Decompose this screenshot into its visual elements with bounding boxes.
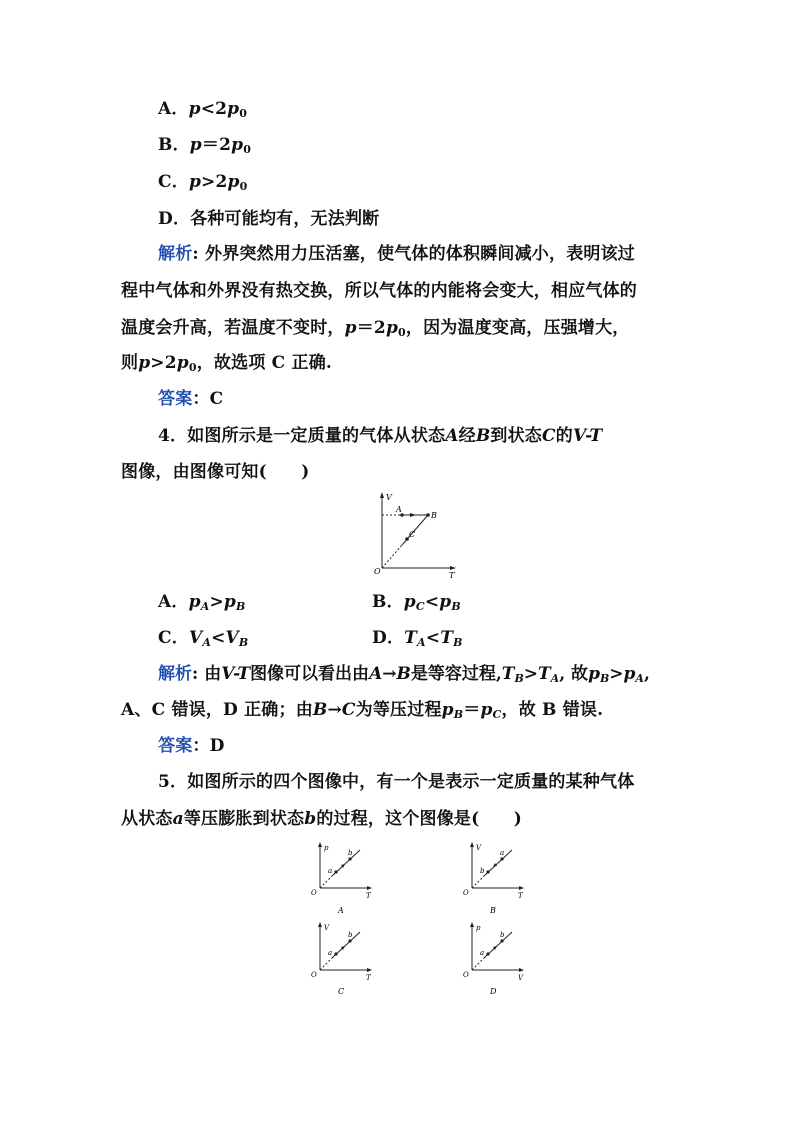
- svg-text:b: b: [348, 931, 353, 939]
- svg-text:b: b: [500, 931, 505, 939]
- answer-label: 答案: [158, 389, 193, 409]
- graph-caption: C: [338, 987, 345, 996]
- svg-text:a: a: [328, 949, 333, 957]
- q3-option-c: C．$p>2p_0$: [158, 172, 248, 193]
- q5-graph-c: [306, 918, 376, 996]
- q4-stem-line-2: 图像，由图像可知( ): [121, 462, 310, 482]
- q4-option-d: D．$T_A<T_B$: [372, 628, 463, 649]
- svg-text:a: a: [480, 949, 485, 957]
- q5-stem-line-1: 5．如图所示的四个图像中，有一个是表示一定质量的某种气体: [158, 772, 635, 792]
- q5-stem-line-2: 从状态a等压膨胀到状态b的过程，这个图像是( ): [121, 809, 523, 829]
- analysis-label: 解析: [158, 244, 193, 264]
- svg-text:T: T: [366, 892, 371, 900]
- q4-option-c: C．$V_A<V_B$: [158, 628, 249, 649]
- origin-label: O: [374, 567, 381, 576]
- q4-analysis-line-2: A、C 错误，D 正确；由B→C为等压过程$p_B=p_C$，故 B 错误.: [121, 700, 604, 721]
- answer-label: 答案: [158, 736, 193, 756]
- q3-option-b: B．$p=2p_0$: [158, 135, 252, 156]
- svg-text:b: b: [480, 867, 485, 875]
- analysis-label: 解析: [158, 664, 192, 684]
- q4-analysis-line-1: 解析: 由V-T图像可以看出由A→B是等容过程$,T_B>T_A$, 故$p_B>p_A$,: [158, 664, 650, 685]
- svg-text:p: p: [476, 924, 481, 932]
- q3-analysis-line-2: 程中气体和外界没有热交换，所以气体的内能将会变大，相应气体的: [121, 281, 637, 301]
- q4-option-b: B．$p_C<p_B$: [372, 592, 461, 613]
- svg-text:V: V: [476, 844, 482, 852]
- svg-text:p: p: [324, 844, 329, 852]
- point-c-label: C: [409, 530, 416, 539]
- svg-text:O: O: [311, 889, 317, 897]
- q4-stem-line-1: 4．如图所示是一定质量的气体从状态A经B到状态C的V-T: [158, 426, 603, 446]
- q5-graph-d: [458, 918, 528, 996]
- svg-text:a: a: [500, 849, 505, 857]
- graph-caption: B: [490, 906, 496, 915]
- svg-text:V: V: [518, 974, 524, 982]
- svg-text:V: V: [324, 924, 330, 932]
- svg-text:O: O: [463, 889, 469, 897]
- svg-text:O: O: [463, 971, 469, 979]
- q3-option-a: A．$p<2p_0$: [158, 99, 248, 120]
- q4-option-a: A．$p_A>p_B$: [158, 592, 246, 613]
- q5-graph-a: [306, 840, 376, 918]
- q3-analysis-line-1: 解析: 外界突然用力压活塞，使气体的体积瞬间减小，表明该过: [158, 244, 635, 264]
- svg-text:T: T: [518, 892, 523, 900]
- q4-vt-graph: [370, 490, 460, 580]
- point-a-label: A: [396, 505, 402, 514]
- q3-analysis-line-3: 温度会升高，若温度不变时，$p=2p_0$，因为温度变高，压强增大，: [121, 318, 630, 339]
- svg-text:b: b: [348, 849, 353, 857]
- x-axis-label: T: [449, 571, 455, 580]
- q3-answer: 答案：C: [158, 389, 224, 409]
- point-b-label: B: [431, 511, 437, 520]
- q5-graph-b: [458, 840, 528, 918]
- q4-answer: 答案：D: [158, 736, 225, 756]
- graph-caption: A: [338, 906, 344, 915]
- svg-text:O: O: [311, 971, 317, 979]
- y-axis-label: V: [386, 493, 392, 502]
- graph-caption: D: [490, 987, 497, 996]
- svg-text:T: T: [366, 974, 371, 982]
- q3-option-d: D．各种可能均有，无法判断: [158, 209, 380, 229]
- svg-text:a: a: [328, 867, 333, 875]
- q3-analysis-line-4: 则$p>2p_0$，故选项 C 正确.: [121, 353, 333, 374]
